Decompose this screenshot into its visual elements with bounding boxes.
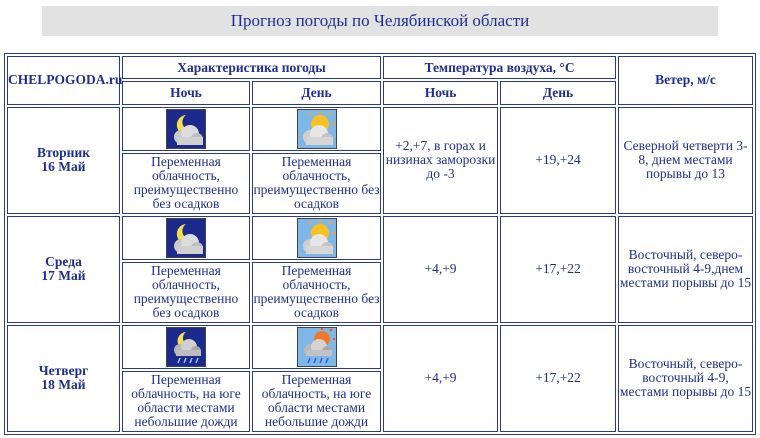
day-label: [7, 216, 120, 323]
wind-info: Восточный, северо-восточный 4-9,днем местами порывы до 15: [618, 216, 753, 323]
forecast-table: [4, 53, 756, 435]
weather-day-header: День: [252, 81, 381, 104]
weekday: Среда: [45, 254, 82, 270]
day-icon-cell: [252, 216, 381, 260]
date: 18 Май: [41, 377, 86, 393]
night-description: Переменная облачность, на юге области местами небольшие дожди: [122, 371, 250, 432]
day-label: [7, 107, 120, 214]
night-icon-cell: [122, 107, 250, 151]
night-description: Переменная облачность, преимущественно без осадков: [122, 153, 250, 214]
temp-day-header: День: [500, 81, 616, 104]
temp-night-header: Ночь: [383, 81, 498, 104]
night-icon-cell: [122, 325, 250, 369]
wind-header: Ветер, м/с: [618, 56, 753, 105]
sun-cloud-rain-icon: [297, 327, 337, 367]
wind-info: Северной четверти 3-8, днем местами порывы до 13: [618, 107, 753, 214]
day-description: Переменная облачность, преимущественно без осадков: [252, 262, 381, 323]
day-temperature: +17,+22: [500, 325, 616, 432]
day-temperature: +17,+22: [500, 216, 616, 323]
sun-cloud-icon: [297, 218, 337, 258]
page-title: Прогноз погоды по Челябинской области: [42, 6, 718, 36]
wind-info: Восточный, северо-восточный 4-9, местами порывы до 15: [618, 325, 753, 432]
day-label: [7, 325, 120, 432]
night-description: Переменная облачность, преимущественно без осадков: [122, 262, 250, 323]
day-icon-cell: [252, 107, 381, 151]
day-icon-cell: [252, 325, 381, 369]
day-description: Переменная облачность, преимущественно без осадков: [252, 153, 381, 214]
weather-header: Характеристика погоды: [122, 56, 381, 79]
night-temperature: +4,+9: [383, 216, 498, 323]
weekday: Вторник: [36, 145, 91, 161]
date: 17 Май: [41, 268, 86, 284]
site-name: CHELPOGODA.ru: [7, 56, 120, 105]
day-description: Переменная облачность, на юге области местами небольшие дожди: [252, 371, 381, 432]
sun-cloud-icon: [297, 109, 337, 149]
night-temperature: +4,+9: [383, 325, 498, 432]
moon-cloud-rain-icon: [166, 327, 206, 367]
moon-cloud-icon: [166, 109, 206, 149]
weekday: Четверг: [38, 363, 89, 379]
weather-night-header: Ночь: [122, 81, 250, 104]
moon-cloud-icon: [166, 218, 206, 258]
day-temperature: +19,+24: [500, 107, 616, 214]
temperature-header: Температура воздуха, °C: [383, 56, 616, 79]
date: 16 Май: [41, 159, 86, 175]
night-icon-cell: [122, 216, 250, 260]
night-temperature: +2,+7, в горах и низинах заморозки до -3: [383, 107, 498, 214]
